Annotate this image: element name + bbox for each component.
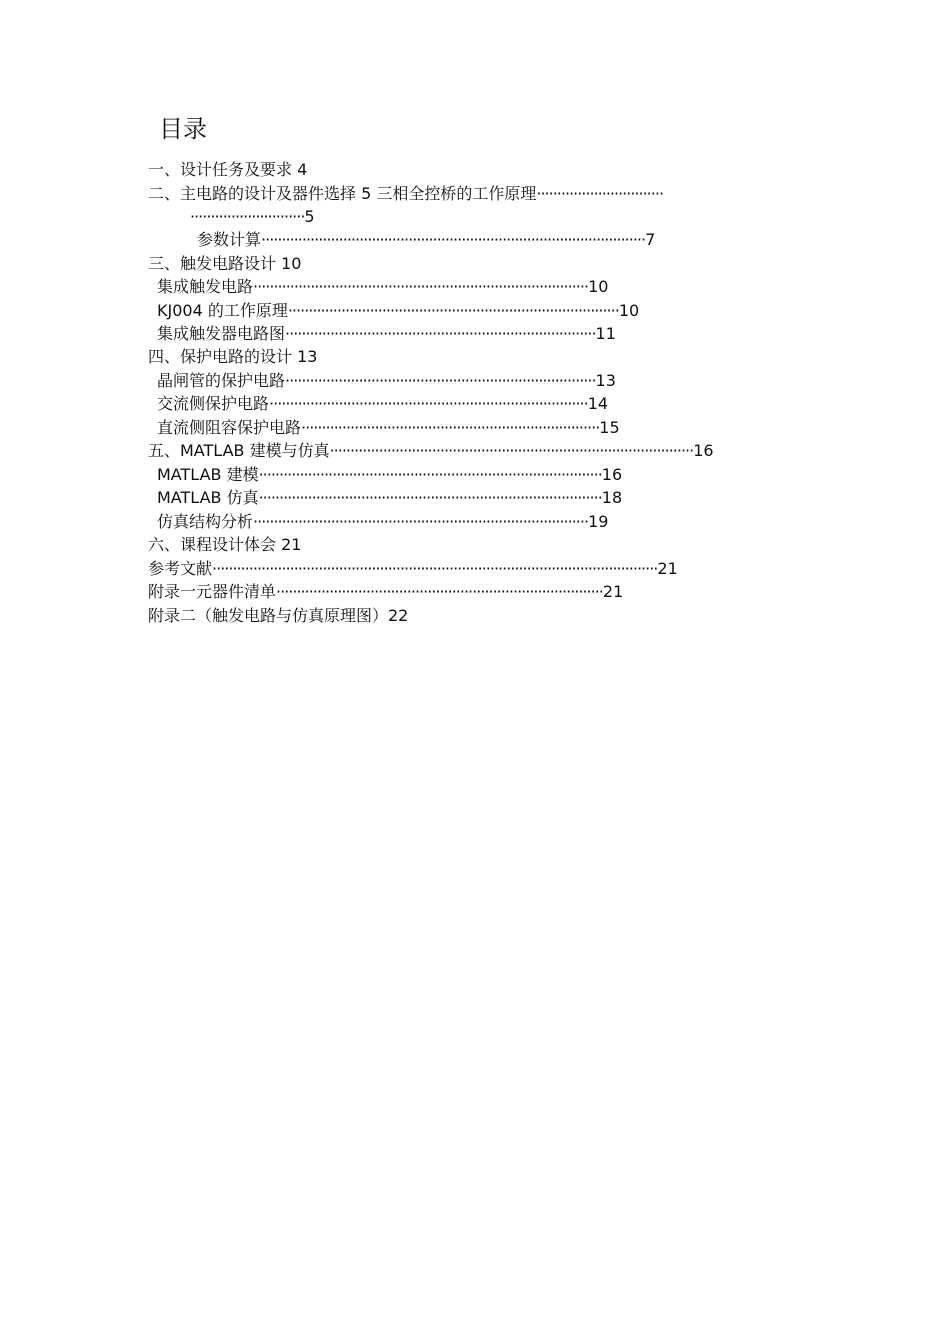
toc-page-number: 14 <box>587 394 609 413</box>
toc-entry-text: MATLAB 建模 <box>157 465 259 484</box>
toc-leader-dots: ················································································· <box>287 301 619 320</box>
toc-leader-dots: ·················································································· <box>253 277 589 296</box>
toc-entry-text: 三、触发电路设计 10 <box>148 254 302 273</box>
toc-entry-text: 四、保护电路的设计 13 <box>148 347 318 366</box>
toc-entry-2[interactable] <box>148 183 663 205</box>
toc-entry-5[interactable] <box>157 276 608 298</box>
toc-page-number: 15 <box>599 418 620 437</box>
toc-entry-7[interactable] <box>157 323 616 345</box>
toc-page-number: 5 <box>304 207 315 226</box>
toc-entry-2-continued[interactable] <box>190 206 315 228</box>
toc-leader-dots: ························································································· <box>329 441 694 460</box>
toc-leader-dots: ········································································· <box>301 418 600 437</box>
toc-entry-text: 六、课程设计体会 21 <box>148 535 302 554</box>
toc-entry-1[interactable] <box>148 159 307 181</box>
toc-leader-dots: ···················································································· <box>258 488 602 507</box>
toc-entry-8[interactable] <box>148 346 317 368</box>
toc-entry-19[interactable] <box>148 605 408 627</box>
toc-page-number: 13 <box>595 371 616 390</box>
toc-title: 目录 <box>159 115 207 143</box>
toc-entry-15[interactable] <box>157 511 608 533</box>
toc-entry-text: 晶闸管的保护电路 <box>157 371 286 390</box>
toc-page-number: 16 <box>693 441 714 460</box>
toc-entry-11[interactable] <box>157 417 620 439</box>
toc-leader-dots: ·············································································· <box>269 394 588 413</box>
toc-entry-18[interactable] <box>148 581 623 603</box>
toc-page-number: 21 <box>602 582 624 601</box>
toc-leader-dots: ············································································ <box>285 324 596 343</box>
toc-page-number: 11 <box>595 324 616 343</box>
toc-entry-13[interactable] <box>157 464 622 486</box>
toc-entry-12[interactable] <box>148 440 714 462</box>
toc-leader-dots: ·················································································· <box>253 512 589 531</box>
toc-entry-3[interactable] <box>197 229 655 251</box>
toc-entry-9[interactable] <box>157 370 616 392</box>
toc-page-number: 16 <box>601 465 623 484</box>
toc-page-number: 10 <box>588 277 609 296</box>
toc-entry-4[interactable] <box>148 253 301 275</box>
toc-entry-text: 参数计算 <box>197 230 262 249</box>
toc-leader-dots: ······························· <box>536 184 664 203</box>
toc-page-number: 21 <box>657 559 678 578</box>
toc-leader-dots: ············································································································· <box>212 559 658 578</box>
toc-entry-10[interactable] <box>157 393 608 415</box>
toc-leader-dots: ················································································ <box>276 582 603 601</box>
toc-leader-dots: ···························· <box>190 207 305 226</box>
toc-entry-text: 五、MATLAB 建模与仿真 <box>148 441 330 460</box>
toc-entry-text: 直流侧阻容保护电路 <box>157 418 302 437</box>
toc-leader-dots: ···················································································· <box>258 465 602 484</box>
toc-entry-text: KJ004 的工作原理 <box>157 301 288 320</box>
toc-entry-text: 交流侧保护电路 <box>157 394 270 413</box>
toc-entry-text: 附录二（触发电路与仿真原理图）22 <box>148 606 409 625</box>
toc-page-number: 18 <box>601 488 623 507</box>
toc-entry-text: 集成触发电路 <box>157 277 254 296</box>
toc-entry-text: MATLAB 仿真 <box>157 488 259 507</box>
toc-page-number: 7 <box>645 230 656 249</box>
toc-entry-6[interactable] <box>157 300 639 322</box>
toc-entry-text: 一、设计任务及要求 4 <box>148 160 308 179</box>
toc-entry-text: 仿真结构分析 <box>157 512 254 531</box>
toc-entry-text: 参考文献 <box>148 559 213 578</box>
toc-entry-14[interactable] <box>157 487 622 509</box>
toc-entry-text: 二、主电路的设计及器件选择 5 三相全控桥的工作原理 <box>148 184 537 203</box>
toc-page-number: 19 <box>588 512 609 531</box>
toc-entry-text: 集成触发器电路图 <box>157 324 286 343</box>
toc-entry-17[interactable] <box>148 558 678 580</box>
toc-leader-dots: ············································································ <box>285 371 596 390</box>
toc-page-number: 10 <box>618 301 640 320</box>
toc-entry-text: 附录一元器件清单 <box>148 582 277 601</box>
toc-leader-dots: ······························································································ <box>261 230 646 249</box>
toc-entry-16[interactable] <box>148 534 301 556</box>
